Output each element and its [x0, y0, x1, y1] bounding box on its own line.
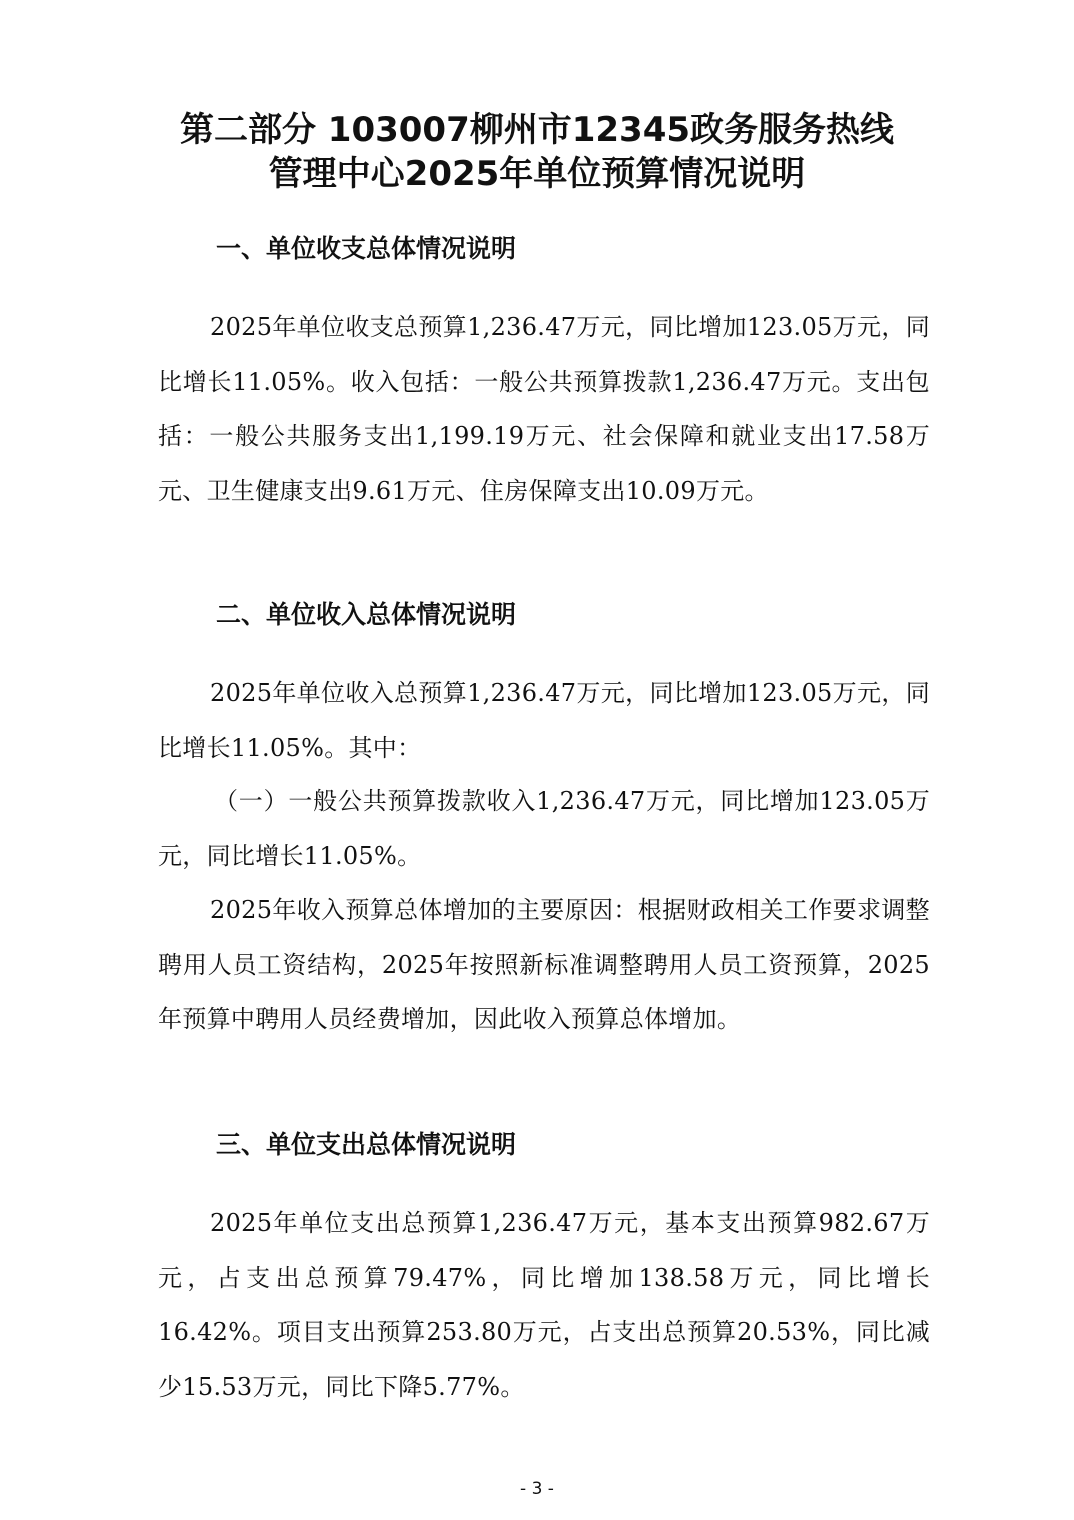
section-heading-1: 一、单位收支总体情况说明: [216, 234, 517, 263]
title-line-1: 第二部分 103007柳州市12345政务服务热线: [179, 110, 895, 150]
section-2-paragraph-1: 2025年单位收入总预算1,236.47万元，同比增加123.05万元，同比增长11.05%。其中：: [158, 679, 930, 762]
section-2-paragraph-3: 2025年收入预算总体增加的主要原因：根据财政相关工作要求调整聘用人员工资结构，2025年按照新标准调整聘用人员工资预算，2025年预算中聘用人员经费增加，因此收入预算总体增加。: [158, 896, 930, 1033]
section-3-paragraph-1: 2025年单位支出总预算1,236.47万元，基本支出预算982.67万元，占支出总预算79.47%，同比增加138.58万元，同比增长16.42%。项目支出预算253.80万元，占支出总预算20.53%，同比减少15.53万元，同比下降5.77%。: [158, 1209, 930, 1401]
section-heading-2: 二、单位收入总体情况说明: [216, 600, 517, 629]
page-number: - 3 -: [520, 1479, 554, 1499]
document-title: [120, 108, 954, 196]
section-2-paragraph-2: （一）一般公共预算拨款收入1,236.47万元，同比增加123.05万元，同比增长11.05%。: [158, 787, 930, 870]
section-1-paragraph-1: 2025年单位收支总预算1,236.47万元，同比增加123.05万元，同比增长11.05%。收入包括：一般公共预算拨款1,236.47万元。支出包括：一般公共服务支出1,199.19万元、社会保障和就业支出17.58万元、卫生健康支出9.61万元、住房保障支出10.09万元。: [158, 313, 930, 505]
section-heading-3: 三、单位支出总体情况说明: [216, 1130, 517, 1159]
title-line-2: 管理中心2025年单位预算情况说明: [268, 154, 806, 194]
